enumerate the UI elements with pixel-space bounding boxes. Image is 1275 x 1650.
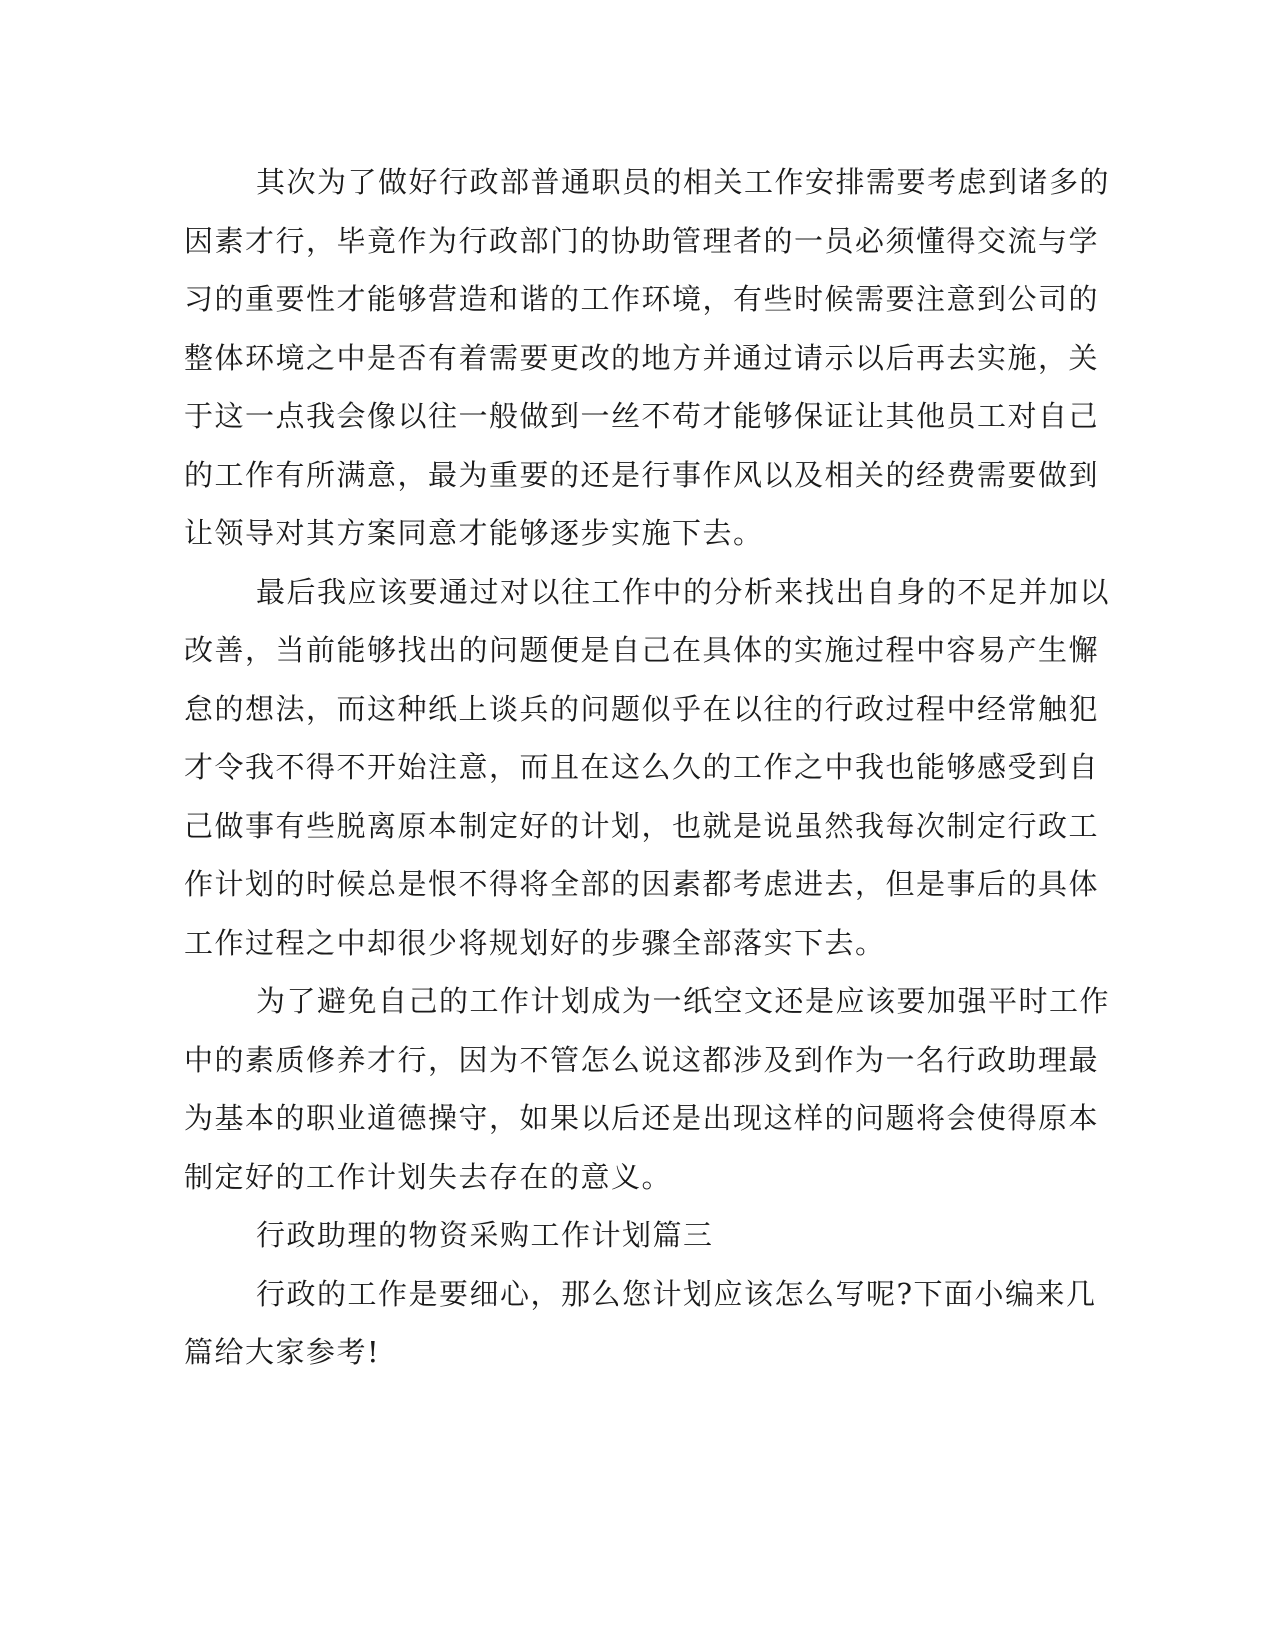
paragraph-line: 篇给大家参考! (184, 1335, 381, 1369)
paragraph-line: 让领导对其方案同意才能够逐步实施下去。 (184, 516, 764, 550)
paragraph-line: 才令我不得不开始注意，而且在这么久的工作之中我也能够感受到自 (184, 750, 1100, 784)
paragraph-line: 习的重要性才能够营造和谐的工作环境，有些时候需要注意到公司的 (184, 282, 1100, 316)
document-page (184, 153, 1111, 1382)
paragraph-line: 其次为了做好行政部普通职员的相关工作安排需要考虑到诸多的 (256, 165, 1111, 199)
paragraph-line: 中的素质修养才行，因为不管怎么说这都涉及到作为一名行政助理最 (184, 1042, 1100, 1077)
paragraph-line: 作计划的时候总是恨不得将全部的因素都考虑进去，但是事后的具体 (184, 867, 1100, 901)
paragraph-line: 的工作有所满意，最为重要的还是行事作风以及相关的经费需要做到 (184, 457, 1100, 492)
paragraph-line: 工作过程之中却很少将规划好的步骤全部落实下去。 (184, 925, 886, 960)
paragraph-line: 因素才行，毕竟作为行政部门的协助管理者的一员必须懂得交流与学 (184, 223, 1100, 258)
paragraph-line: 行政的工作是要细心，那么您计划应该怎么写呢?下面小编来几 (256, 1276, 1097, 1311)
paragraph-line: 己做事有些脱离原本制定好的计划，也就是说虽然我每次制定行政工 (184, 808, 1100, 843)
paragraph-line: 怠的想法，而这种纸上谈兵的问题似乎在以往的行政过程中经常触犯 (184, 691, 1100, 726)
paragraph-line: 为基本的职业道德操守，如果以后还是出现这样的问题将会使得原本 (184, 1101, 1100, 1135)
paragraph-line: 改善，当前能够找出的问题便是自己在具体的实施过程中容易产生懈 (184, 633, 1100, 667)
paragraph-line: 于这一点我会像以往一般做到一丝不苟才能够保证让其他员工对自己 (184, 399, 1100, 433)
paragraph-line: 为了避免自己的工作计划成为一纸空文还是应该要加强平时工作 (256, 984, 1111, 1018)
paragraph-line: 整体环境之中是否有着需要更改的地方并通过请示以后再去实施，关 (184, 340, 1100, 375)
paragraph-line: 最后我应该要通过对以往工作中的分析来找出自身的不足并加以 (256, 574, 1111, 609)
section-heading: 行政助理的物资采购工作计划篇三 (256, 1218, 714, 1252)
paragraph-line: 制定好的工作计划失去存在的意义。 (184, 1159, 673, 1194)
